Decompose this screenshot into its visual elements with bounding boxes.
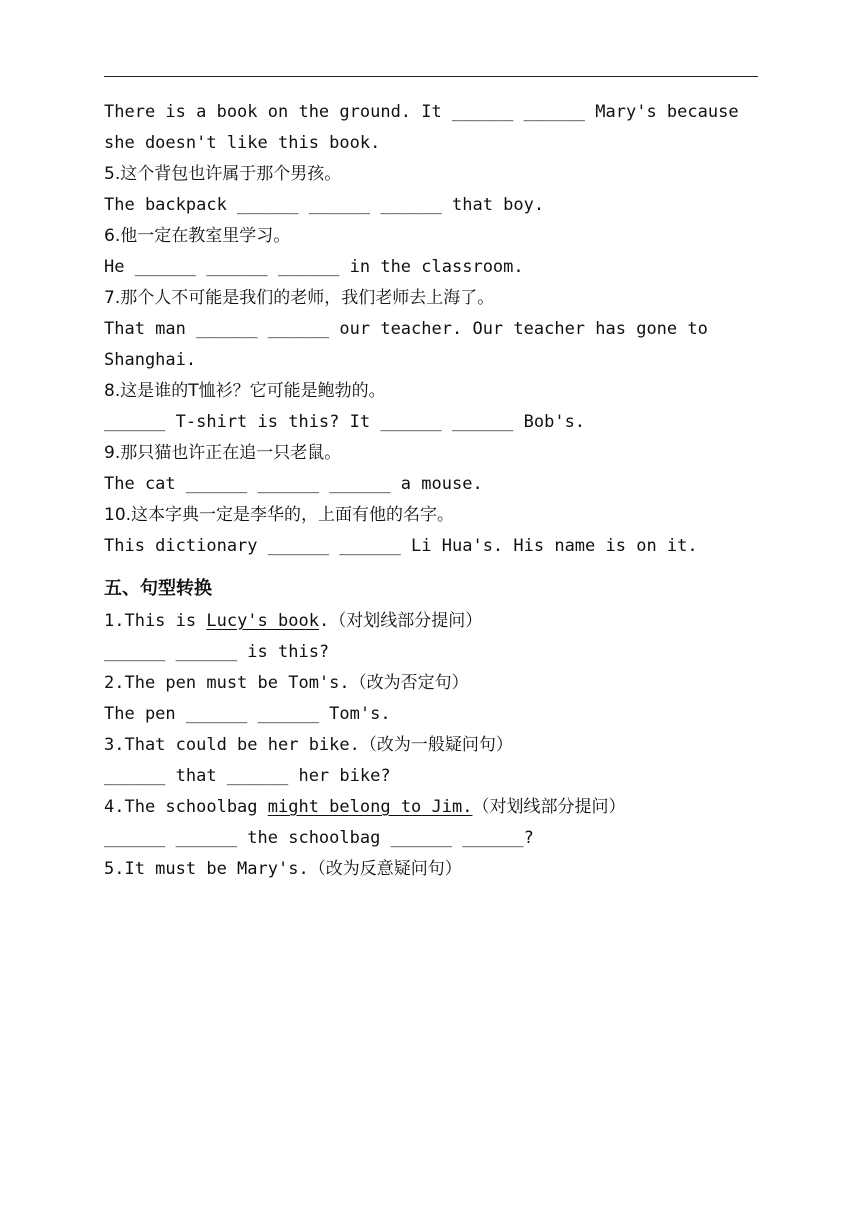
transform-5 [104,859,744,879]
header-rule [104,76,758,77]
question-8-english: ______ T-shirt is this? It ______ ______ Bob's. [104,412,586,432]
question-5-english: The backpack ______ ______ ______ that boy. [104,195,545,215]
question-9-english: The cat ______ ______ ______ a mouse. [104,474,483,494]
transform-5-sentence: 5.It must be Mary's. [104,859,309,879]
transform-2-answer: The pen ______ ______ Tom's. [104,704,391,724]
transform-4-answer: ______ ______ the schoolbag ______ ______? [104,828,534,848]
question-6-chinese: 6.他一定在教室里学习。 [104,226,291,246]
transform-1 [104,611,744,631]
section-5-title: 五、句型转换 [104,578,212,599]
transform-3-answer: ______ that ______ her bike? [104,766,391,786]
instruction-note: （对划线部分提问） [329,611,483,631]
transform-1-prefix: 1.This is [104,611,207,631]
question-7-chinese: 7.那个人不可能是我们的老师，我们老师去上海了。 [104,288,495,308]
question-8-chinese: 8.这是谁的T恤衫？它可能是鲍勃的。 [104,381,386,401]
instruction-note: （改为否定句） [349,673,469,693]
instruction-note: （对划线部分提问） [472,797,626,817]
transform-4-prefix: 4.The schoolbag [104,797,268,817]
transform-1-answer: ______ ______ is this? [104,642,330,662]
question-10-chinese: 10.这本字典一定是李华的，上面有他的名字。 [104,505,455,525]
exercise-line: There is a book on the ground. It ______ ______ Mary's because [104,102,739,122]
instruction-note: （改为反意疑问句） [308,859,462,879]
question-7-english-cont: Shanghai. [104,350,197,370]
question-7-english: That man ______ ______ our teacher. Our teacher has gone to [104,319,708,339]
transform-2 [104,673,744,693]
question-5-chinese: 5.这个背包也许属于那个男孩。 [104,164,342,184]
transform-3 [104,735,744,755]
transform-1-period: . [318,611,330,631]
transform-3-sentence: 3.That could be her bike. [104,735,360,755]
question-10-english: This dictionary ______ ______ Li Hua's. His name is on it. [104,536,698,556]
transform-2-sentence: 2.The pen must be Tom's. [104,673,350,693]
underlined-target: Lucy's book [206,611,319,631]
instruction-note: （改为一般疑问句） [359,735,513,755]
transform-4 [104,797,744,817]
worksheet-body [104,102,744,890]
exercise-line: she doesn't like this book. [104,133,381,153]
question-6-english: He ______ ______ ______ in the classroom. [104,257,524,277]
question-9-chinese: 9.那只猫也许正在追一只老鼠。 [104,443,342,463]
underlined-target: might belong to Jim. [267,797,473,817]
